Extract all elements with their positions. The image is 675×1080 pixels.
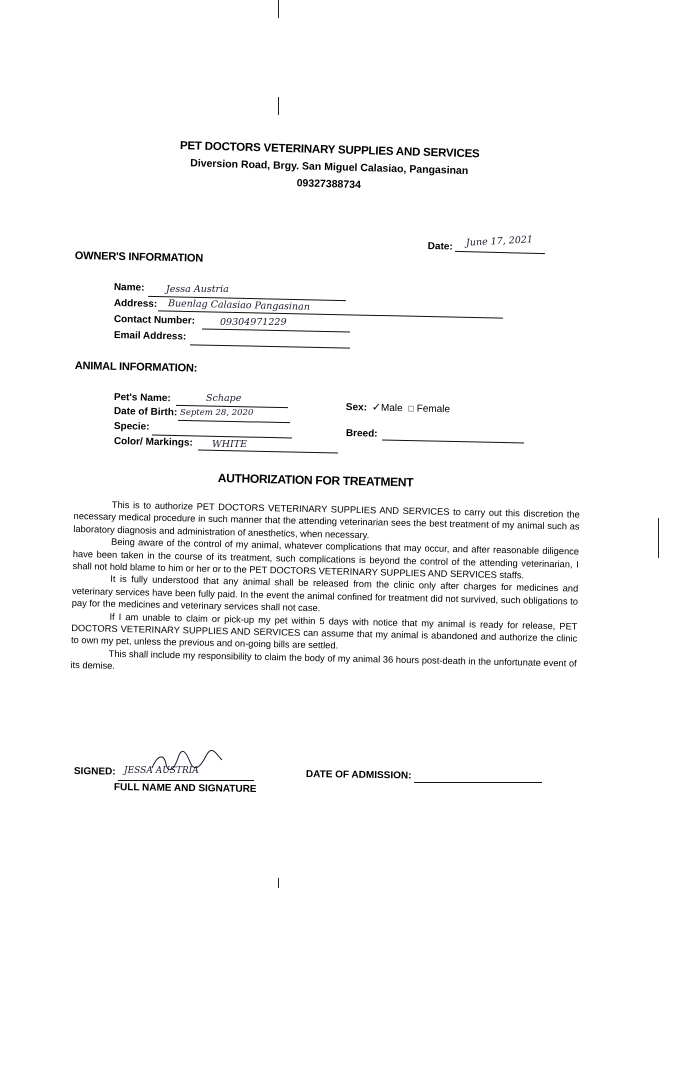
signed-label: SIGNED: [73,766,116,778]
pet-sex-field [346,400,450,415]
sex-female-checkbox: □ [408,403,414,414]
authorization-paragraph-2: Being aware of the control of my animal, whatever complications that may occur, and after reasonable diligence have been taken in the course of its treatment, such complications is beyond the control of the attending veterinarian, I shall not hold blame to him or her or to the PET DOCTORS VETERINARY SUPPLIES AND SERVICES staffs. [72,537,580,581]
date-label: Date: [427,240,453,253]
pet-name-value: Schape [206,393,242,404]
pet-sex-label: Sex: [345,401,368,414]
owner-contact-value: 09304971229 [220,317,287,328]
date-line [455,251,545,254]
admission-label: DATE OF ADMISSION: [305,769,412,782]
authorization-paragraph-5: This shall include my responsibility to claim the body of my animal 36 hours post-death in the unfortunate event of its demise. [70,648,577,672]
sex-male-checkbox: ✓ [371,401,382,414]
owner-email-line [190,344,350,348]
full-name-label: FULL NAME AND SIGNATURE [113,782,257,795]
pet-color-line [198,450,338,454]
animal-section-title: ANIMAL INFORMATION: [74,360,198,375]
date-field [428,236,453,255]
signed-value: JESSA AUSTRIA [124,766,199,776]
owner-email-label: Email Address: [113,330,187,343]
owner-section-title: OWNER'S INFORMATION [74,250,204,265]
owner-name-value: Jessa Austria [166,284,229,295]
pet-dob-value: Septem 28, 2020 [180,408,254,418]
pet-breed-line [382,440,524,444]
authorization-title: AUTHORIZATION FOR TREATMENT [217,471,414,490]
owner-name-label: Name: [113,282,145,294]
scan-mark-upper [278,97,279,115]
clinic-header [179,138,480,197]
authorization-paragraph-1: This is to authorize PET DOCTORS VETERINARY SUPPLIES AND SERVICES to carry out this discretion the necessary medical procedure in such manner that the attending veterinarian sees the best treatment of my animal such as laboratory diagnosis and administration of anesthetics, when necessary. [73,499,580,541]
owner-address-line [158,310,503,318]
pet-dob-label: Date of Birth: [113,406,178,419]
pet-name-label: Pet's Name: [113,392,171,405]
owner-address-value: Buenlag Calasiao Pangasinan [167,298,311,313]
authorization-body [70,498,580,682]
signed-line [118,780,254,781]
admission-line [414,782,542,783]
authorization-paragraph-3: It is fully understood that any animal shall be released from the clinic only after charges for medicines and veterinary services have been fully paid. In the event the animal confined for treatment did not survived, such obligations to pay for the medicines and veterinary services shall not case. [71,574,579,614]
date-value: June 17, 2021 [465,234,534,249]
pet-specie-label: Specie: [113,421,150,433]
pet-breed-label: Breed: [345,428,378,440]
pet-color-value: WHITE [212,439,248,450]
pet-dob-line [178,420,290,423]
company-phone: 09327388734 [296,177,362,192]
owner-address-label: Address: [113,298,158,310]
sex-female-option: Female [416,403,451,416]
signature-scribble [150,750,230,772]
company-name: PET DOCTORS VETERINARY SUPPLIES AND SERVICES [179,140,480,161]
owner-contact-label: Contact Number: [113,314,196,327]
pet-color-label: Color/ Markings: [113,436,193,449]
owner-contact-line [202,328,350,332]
authorization-paragraph-4: If I am unable to claim or pick-up my pet within 5 days with notice that my animal is ready for release, PET DOCTORS VETERINARY SUPPLIES AND SERVICES can assume that my animal is abandoned and authorize the clinic to own my pet, unless the previous and on-going bills are settled. [70,611,578,652]
scan-mark-right [658,518,659,558]
scan-mark-bottom [278,878,279,888]
scan-mark-top [278,0,279,18]
company-address: Diversion Road, Brgy. San Miguel Calasiao, Pangasinan [190,157,469,178]
sex-male-option: Male [380,402,403,415]
